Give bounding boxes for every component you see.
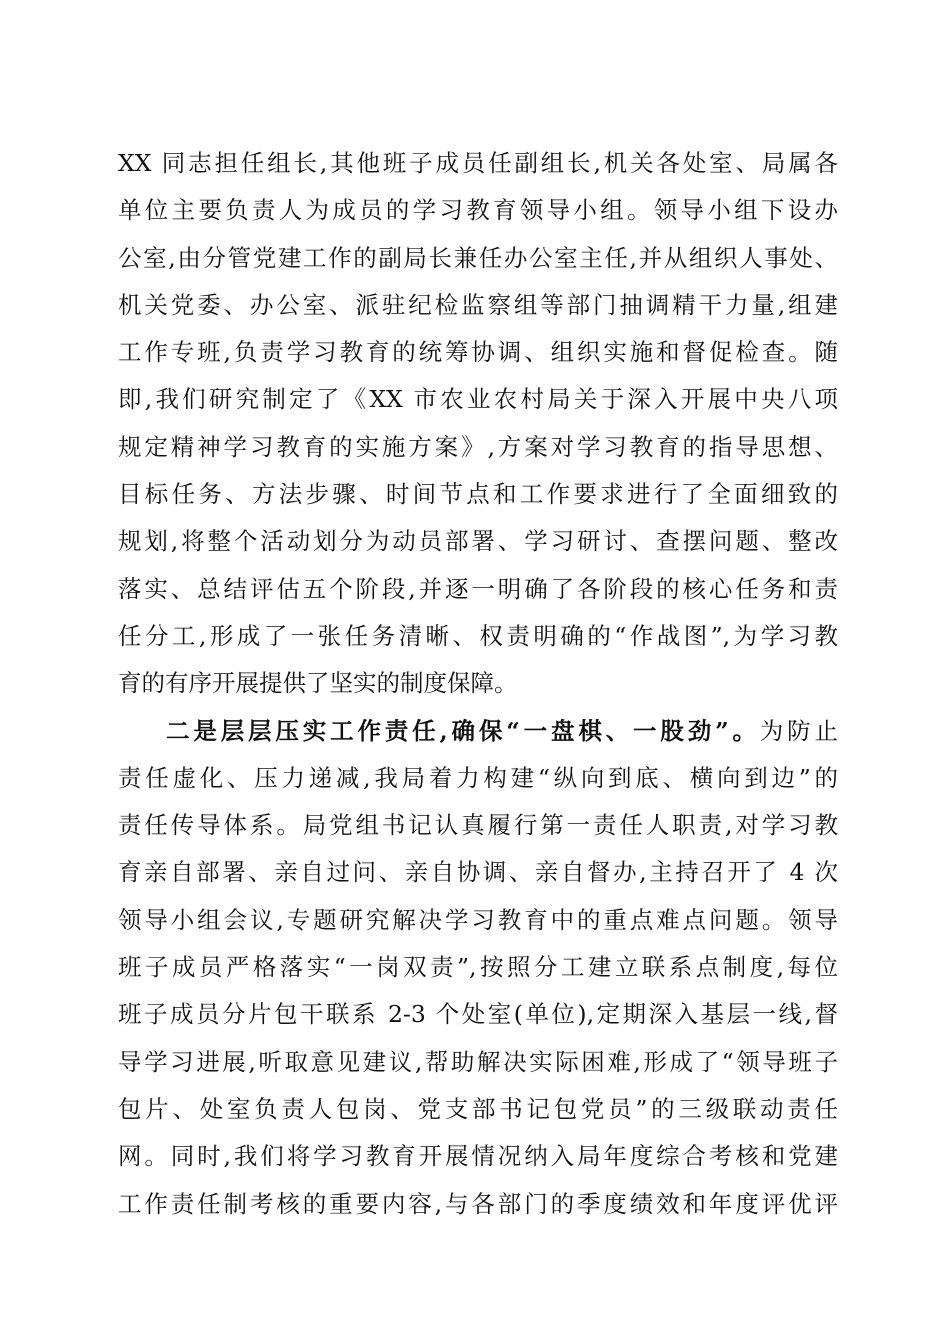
text-line: 单位主要负责人为成员的学习教育领导小组。领导小组下设办 [118, 196, 838, 225]
text-line: XX 同志担任组长,其他班子成员任副组长,机关各处室、局属各 [118, 149, 838, 177]
text-line: 公室,由分管党建工作的副局长兼任办公室主任,并从组织人事处、 [118, 243, 838, 272]
text-line: 工作专班,负责学习教育的统筹协调、组织实施和督促检查。随 [118, 338, 838, 367]
document-body [118, 140, 838, 1228]
text-line: 领导小组会议,专题研究解决学习教育中的重点难点问题。领导 [118, 905, 838, 934]
text-line: 责任传导体系。局党组书记认真履行第一责任人职责,对学习教 [118, 811, 838, 840]
text-line: 机关党委、办公室、派驻纪检监察组等部门抽调精干力量,组建 [118, 290, 838, 319]
paragraph-heading: 二是层层压实工作责任,确保“一盘棋、一股劲”。 [166, 716, 760, 745]
text-line: 任分工,形成了一张任务清晰、权责明确的“作战图”,为学习教 [118, 621, 838, 650]
text-line: 网。同时,我们将学习教育开展情况纳入局年度综合考核和党建 [118, 1142, 838, 1171]
text-line: 落实、总结评估五个阶段,并逐一明确了各阶段的核心任务和责 [118, 574, 838, 603]
text-line: 班子成员分片包干联系 2-3 个处室(单位),定期深入基层一线,督 [118, 1000, 838, 1029]
text-line: 育的有序开展提供了坚实的制度保障。 [118, 669, 518, 698]
text-line: 包片、处室负责人包岗、党支部书记包党员”的三级联动责任 [118, 1094, 838, 1123]
text-line: 规定精神学习教育的实施方案》,方案对学习教育的指导思想、 [118, 432, 838, 461]
text-line: 规划,将整个活动划分为动员部署、学习研讨、查摆问题、整改 [118, 527, 838, 556]
text-fragment: 为防止 [759, 716, 838, 745]
text-line: 导学习进展,听取意见建议,帮助解决实际困难,形成了“领导班子 [118, 1047, 838, 1076]
paragraph-heading-line [118, 708, 838, 755]
text-line: 责任虚化、压力递减,我局着力构建“纵向到底、横向到边”的 [118, 763, 838, 792]
text-line: 即,我们研究制定了《XX 市农业农村局关于深入开展中央八项 [118, 385, 838, 414]
text-line: 育亲自部署、亲自过问、亲自协调、亲自督办,主持召开了 4 次 [118, 858, 838, 887]
text-line: 工作责任制考核的重要内容,与各部门的季度绩效和年度评优评 [118, 1189, 838, 1218]
text-line: 目标任务、方法步骤、时间节点和工作要求进行了全面细致的 [118, 480, 838, 509]
text-line: 班子成员严格落实“一岗双责”,按照分工建立联系点制度,每位 [118, 953, 838, 982]
